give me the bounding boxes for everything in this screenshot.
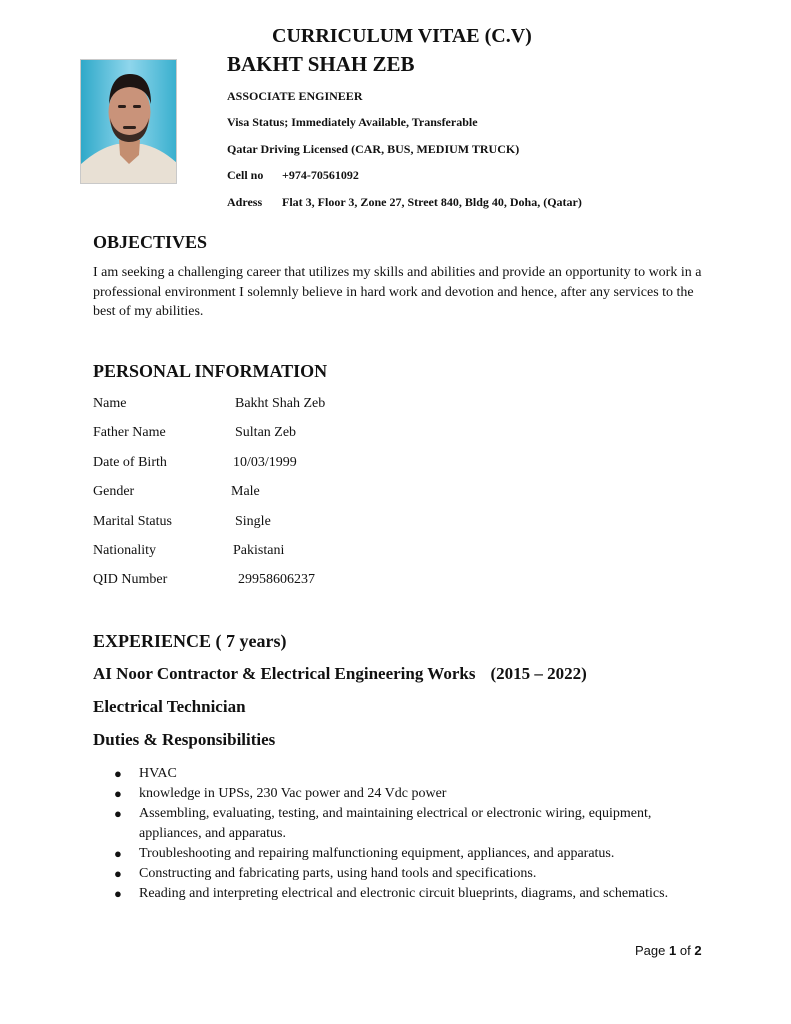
page-total: 2 (694, 943, 702, 958)
profile-photo-image (81, 60, 177, 184)
experience-company: AI Noor Contractor & Electrical Engineering Works (93, 664, 476, 683)
bullet-icon: ● (114, 846, 122, 861)
experience-period: (2015 – 2022) (490, 664, 587, 683)
duty-item (93, 864, 713, 884)
info-value-qid-number: 29958606237 (238, 572, 315, 587)
info-label-marital-status: Marital Status (93, 514, 172, 529)
cell-label: Cell no (227, 168, 264, 182)
duties-heading: Duties & Responsibilities (93, 730, 276, 749)
duty-text: HVAC (139, 766, 177, 781)
duties-list (93, 764, 713, 904)
document-title: CURRICULUM VITAE (C.V) (272, 25, 532, 47)
address-line (227, 195, 582, 210)
of-word: of (679, 943, 691, 958)
duty-item (93, 764, 713, 784)
objectives-text: I am seeking a challenging career that utilizes my skills and abilities and provide an opportunity to work in a professional environment I solemnly believe in hard work and devotion and hence, after any services to the best of my abilities. (93, 265, 702, 319)
bullet-icon: ● (114, 786, 122, 801)
duty-item (93, 804, 713, 844)
duty-item (93, 784, 713, 804)
bullet-icon: ● (114, 766, 122, 781)
bullet-icon: ● (114, 886, 122, 901)
page-word: Page (635, 943, 666, 958)
driving-license: Qatar Driving Licensed (CAR, BUS, MEDIUM TRUCK) (227, 142, 520, 156)
candidate-role: ASSOCIATE ENGINEER (227, 89, 363, 103)
info-value-name: Bakht Shah Zeb (235, 396, 326, 411)
profile-photo (80, 59, 177, 184)
bullet-icon: ● (114, 806, 122, 821)
address-label: Adress (227, 195, 263, 209)
visa-status: Visa Status; Immediately Available, Transferable (227, 115, 478, 129)
info-label-name: Name (93, 396, 127, 411)
info-label-nationality: Nationality (93, 543, 156, 558)
duty-item (93, 844, 713, 864)
info-label-father-name: Father Name (93, 425, 166, 440)
objectives-heading: OBJECTIVES (93, 232, 208, 252)
duty-text: knowledge in UPSs, 230 Vac power and 24 Vdc power (139, 786, 447, 801)
bullet-icon: ● (114, 866, 122, 881)
experience-heading: EXPERIENCE ( 7 years) (93, 631, 287, 651)
duty-text: Constructing and fabricating parts, using hand tools and specifications. (139, 866, 537, 881)
duty-text: Assembling, evaluating, testing, and maintaining electrical or electronic wiring, equipment, appliances, and apparatus. (139, 806, 652, 841)
cell-value: +974-70561092 (282, 168, 359, 182)
duty-text: Reading and interpreting electrical and electronic circuit blueprints, diagrams, and schematics. (139, 886, 669, 901)
info-value-date-of-birth: 10/03/1999 (233, 455, 297, 470)
duty-item (93, 884, 713, 904)
info-label-qid-number: QID Number (93, 572, 168, 587)
address-value: Flat 3, Floor 3, Zone 27, Street 840, Bldg 40, Doha, (Qatar) (282, 195, 582, 209)
experience-company-line (93, 664, 587, 684)
info-label-date-of-birth: Date of Birth (93, 455, 167, 470)
duty-text: Troubleshooting and repairing malfunctioning equipment, appliances, and apparatus. (139, 846, 615, 861)
personal-info-heading: PERSONAL INFORMATION (93, 361, 328, 381)
experience-position: Electrical Technician (93, 697, 246, 716)
page-number (635, 943, 702, 958)
info-value-father-name: Sultan Zeb (235, 425, 297, 440)
candidate-name: BAKHT SHAH ZEB (227, 52, 415, 76)
page-current: 1 (669, 943, 677, 958)
info-label-gender: Gender (93, 484, 135, 499)
info-value-nationality: Pakistani (233, 543, 285, 558)
info-value-marital-status: Single (235, 514, 271, 529)
info-value-gender: Male (231, 484, 260, 499)
cell-line (227, 168, 359, 183)
